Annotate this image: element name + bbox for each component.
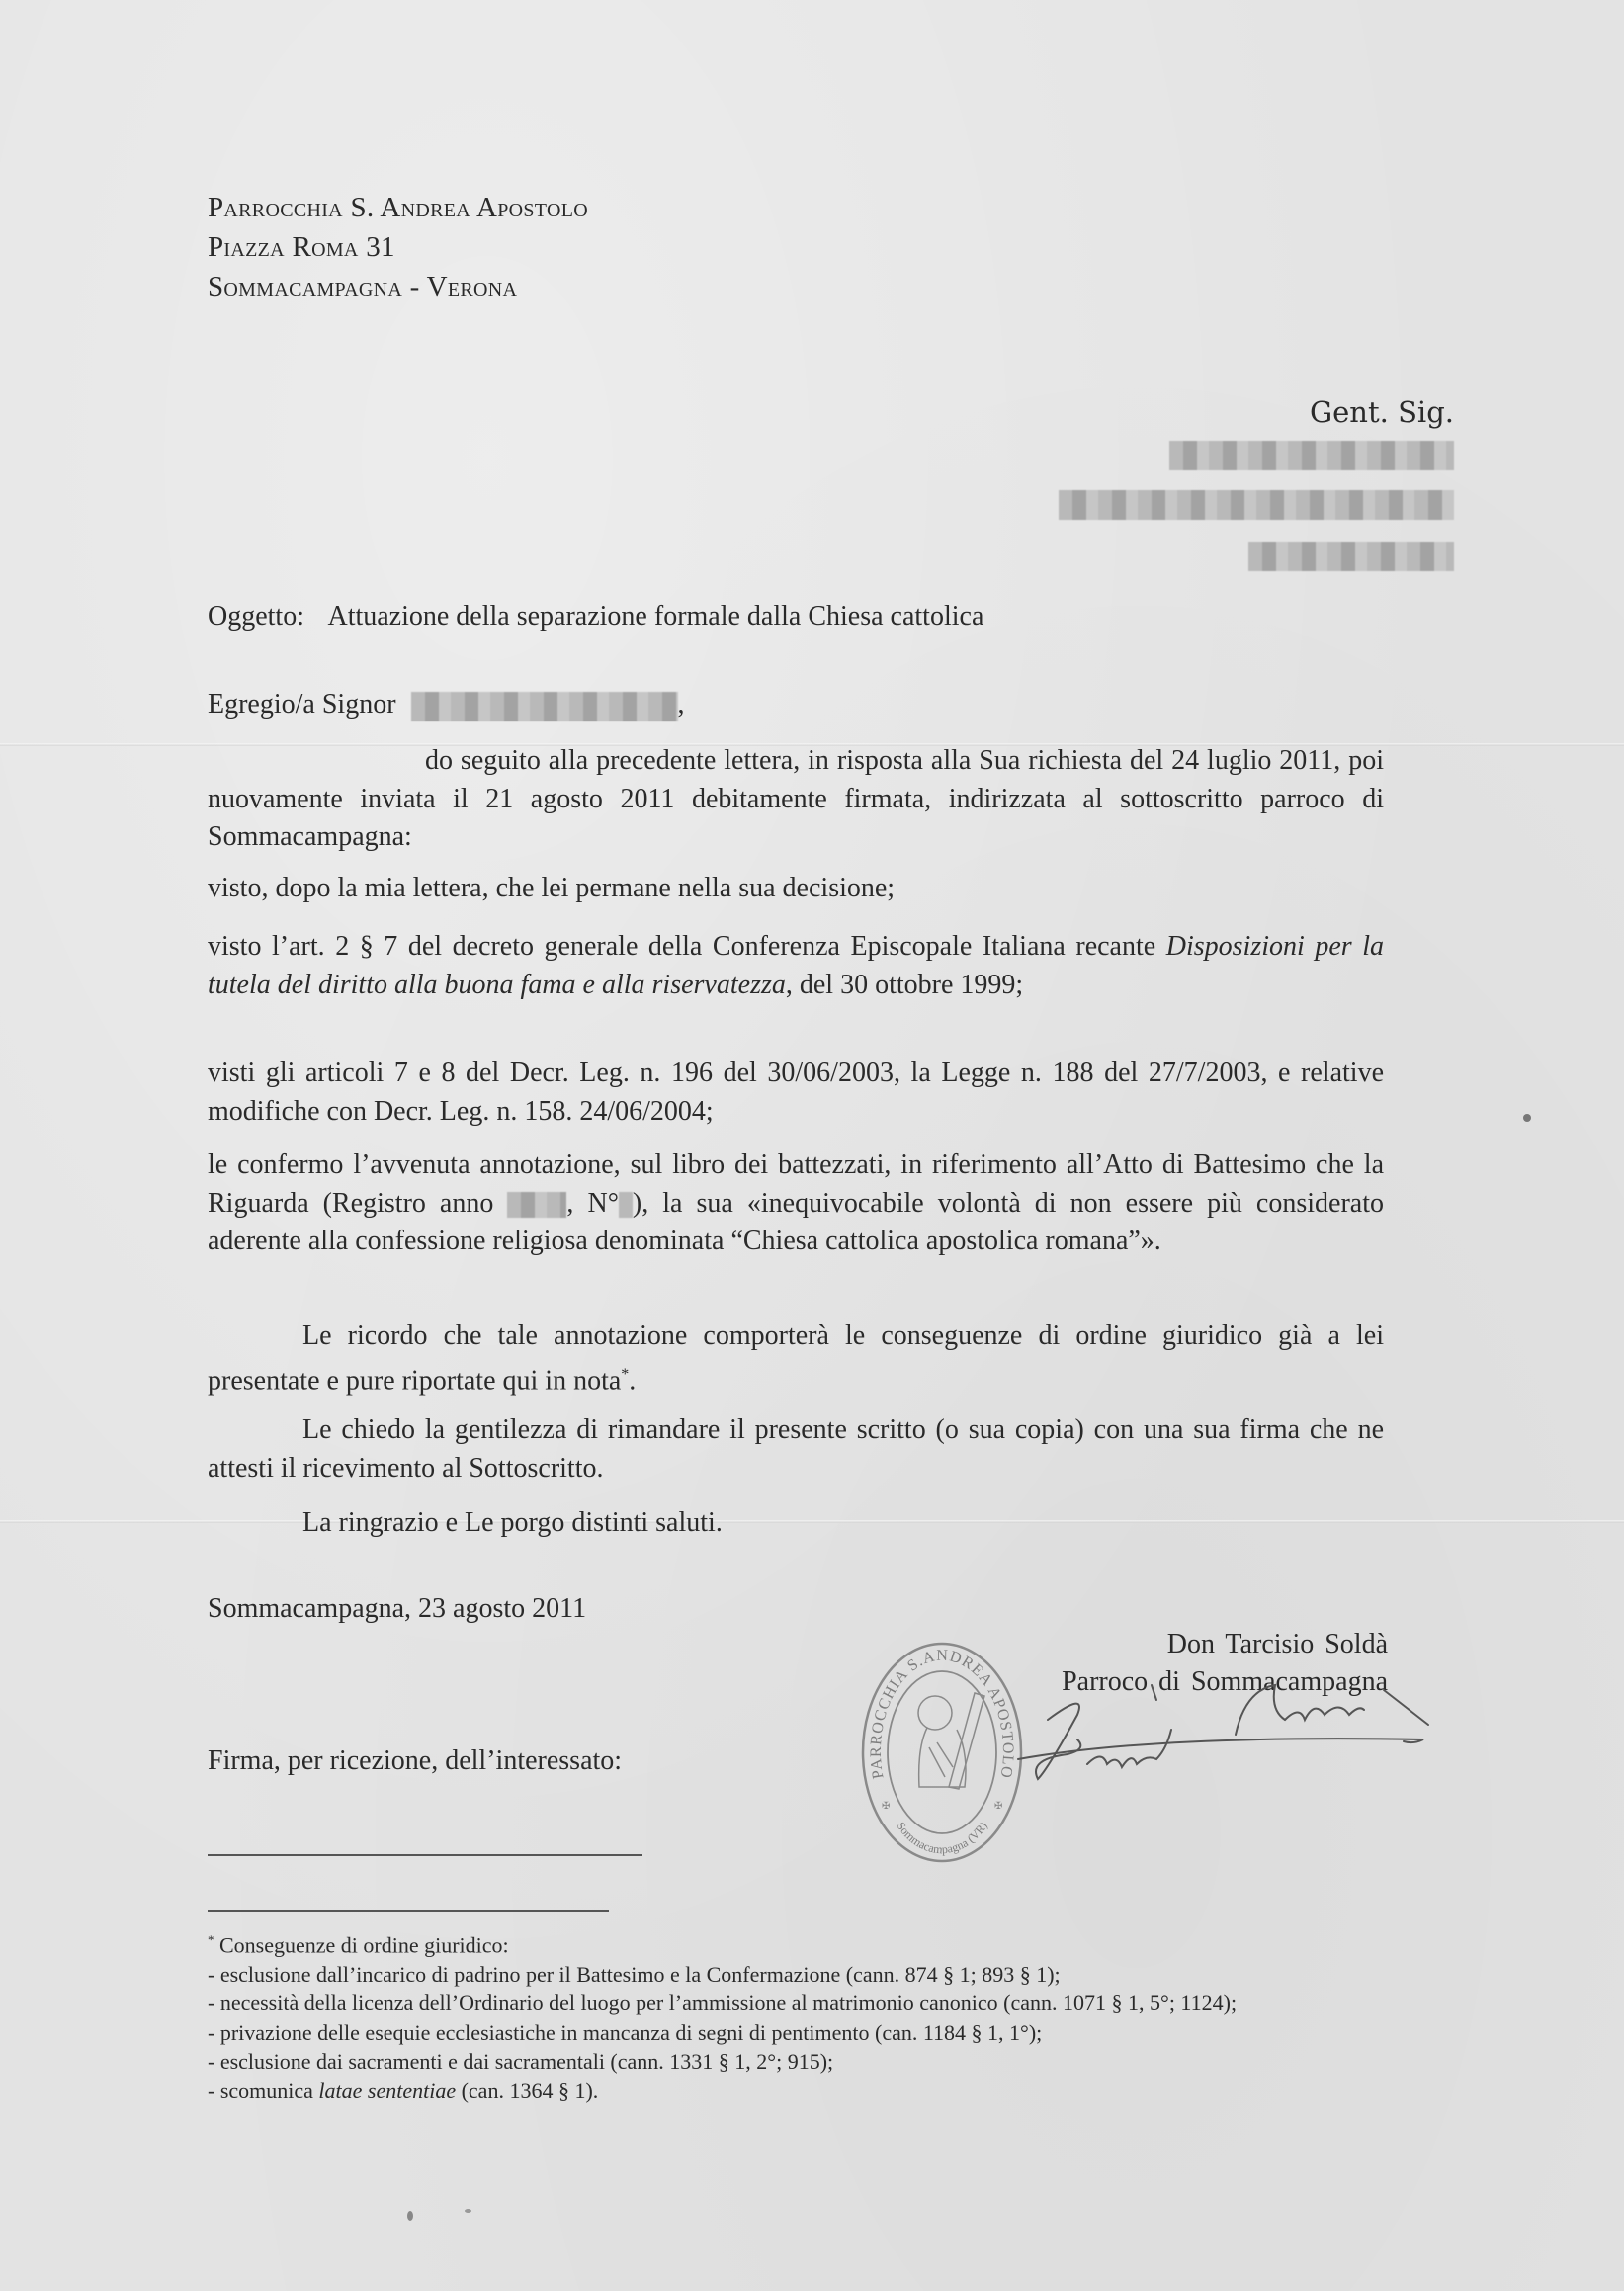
signer-name: Don Tarcisio Soldà (1166, 1629, 1388, 1659)
signature-stroke (1236, 1685, 1364, 1735)
sender-address: Piazza Roma 31 (208, 231, 395, 263)
footnote-title (208, 1925, 1394, 1960)
stamp-star-left-icon: ✠ (882, 1801, 891, 1812)
body-p3-text-a: visto l’art. 2 § 7 del decreto generale della Conferenza Episcopale Italiana recante (208, 931, 1166, 962)
footnote-item: - esclusione dai sacramenti e dai sacramentali (cann. 1331 § 1, 2°; 915); (208, 2049, 834, 2075)
redacted-recipient-name (1169, 441, 1454, 470)
redacted-recipient-city (1248, 542, 1454, 571)
place-and-date: Sommacampagna, 23 agosto 2011 (208, 1593, 587, 1624)
saint-andrew-figure-icon (918, 1693, 984, 1789)
handwritten-signature (1008, 1660, 1463, 1809)
body-p5-text-c: ), la sua «inequivocabile volontà di non essere più considerato aderente alla confessione religiosa denominata “Chiesa cattolica apostolica romana”». (208, 1187, 1384, 1256)
body-p5-text-b: , N° (566, 1187, 619, 1219)
body-paragraph-2: visto, dopo la mia lettera, che lei permane nella sua decisione; (208, 873, 896, 903)
body-paragraph-4: visti gli articoli 7 e 8 del Decr. Leg. n. 196 del 30/06/2003, la Legge n. 188 del 27/7/2003, e relative modifiche con Decr. Leg. n. 158. 24/06/2004; (208, 1058, 1384, 1127)
receipt-signature-line[interactable] (208, 1854, 642, 1856)
footnote-reference-mark: * (621, 1365, 630, 1383)
body-p5-text-a: le confermo l’avvenuta annotazione, sul libro dei battezzati, in riferimento all’Atto di Battesimo che la Riguarda (Registro anno (208, 1149, 1384, 1219)
sender-letterhead (208, 188, 588, 306)
subject-text: Attuazione della separazione formale dalla Chiesa cattolica (327, 601, 984, 632)
stamp-star-right-icon: ✠ (994, 1801, 1003, 1812)
footnote-item: - privazione delle esequie ecclesiastiche in mancanza di segni di pentimento (can. 1184 § 1, 1°); (208, 2019, 1043, 2045)
body-p6-text-a: Le ricordo che tale annotazione comporterà le conseguenze di ordine giuridico già a lei presentate e pure riportate qui in nota (208, 1320, 1384, 1396)
signature-stroke (1152, 1685, 1156, 1700)
paper-speck (407, 2211, 413, 2221)
subject-label: Oggetto: (208, 601, 304, 632)
greeting (208, 689, 685, 721)
body-p6-text-b: . (629, 1364, 637, 1396)
paper-speck (1523, 1114, 1531, 1122)
footnote-separator (208, 1910, 609, 1912)
body-p3-decree-title: Disposizioni per la tutela del diritto alla buona fama e alla riservatezza (208, 931, 1384, 1000)
greeting-prefix: Egregio/a Signor (208, 689, 396, 720)
body-paragraph-6 (208, 1317, 1384, 1400)
stamp-top-text: PARROCCHIA S.ANDREA APOSTOLO (867, 1647, 1017, 1781)
footnote-item: - necessità della licenza dell’Ordinario del luogo per l’ammissione al matrimonio canonico (cann. 1071 § 1, 5°; 1124); (208, 1991, 1238, 2016)
footnote-item-italic: latae sententiae (318, 2078, 457, 2103)
body-paragraph-3 (208, 928, 1384, 1004)
body-paragraph-1: do seguito alla precedente lettera, in risposta alla Sua richiesta del 24 luglio 2011, poi nuovamente inviata il 21 agosto 2011 debitamente firmata, indirizzata al sottoscritto parroco di Sommacampagna: (208, 745, 1384, 852)
stamp-outer-ring (863, 1644, 1021, 1861)
signature-stroke (1384, 1690, 1428, 1725)
subject-line (208, 601, 983, 633)
body-paragraph-8: La ringrazio e Le porgo distinti saluti. (302, 1507, 723, 1538)
sender-parish: Parrocchia S. Andrea Apostolo (208, 192, 588, 223)
footnote (208, 1925, 1394, 2105)
signer-title: Parroco di Sommacampagna (1062, 1666, 1388, 1697)
footnote-mark: * (208, 1932, 214, 1947)
body-paragraph-5 (208, 1146, 1384, 1261)
redacted-greeting-name (411, 692, 678, 721)
footnote-title-text: Conseguenze di ordine giuridico: (219, 1932, 509, 1958)
greeting-comma: , (677, 689, 685, 720)
parish-stamp (858, 1639, 1026, 1866)
signature-stroke (1036, 1704, 1080, 1779)
footnote-item-text: (can. 1364 § 1). (456, 2078, 599, 2103)
recipient-block (1059, 395, 1454, 571)
redacted-register-year (507, 1192, 566, 1218)
recipient-salutation: Gent. Sig. (1309, 395, 1454, 429)
footnote-item-text: - scomunica (208, 2078, 319, 2103)
sender-city: Sommacampagna - Verona (208, 271, 518, 302)
body-paragraph-7: Le chiedo la gentilezza di rimandare il presente scritto (o sua copia) con una sua firma che ne attesti il ricevimento al Sottoscritto. (208, 1414, 1384, 1484)
stamp-bottom-text: Sommacampagna (VR) (894, 1819, 990, 1857)
footnote-item: - esclusione dall’incarico di padrino per il Battesimo e la Confermazione (cann. 874 § 1; 893 § 1); (208, 1961, 1061, 1987)
paper-speck (465, 2209, 471, 2213)
redacted-recipient-street (1059, 490, 1454, 520)
body-p3-text-b: , del 30 ottobre 1999; (785, 969, 1024, 1000)
receipt-signature-label: Firma, per ricezione, dell’interessato: (208, 1745, 623, 1776)
stamp-inner-ring (888, 1671, 996, 1833)
redacted-register-number (619, 1192, 633, 1218)
footnote-item (208, 2077, 1394, 2106)
